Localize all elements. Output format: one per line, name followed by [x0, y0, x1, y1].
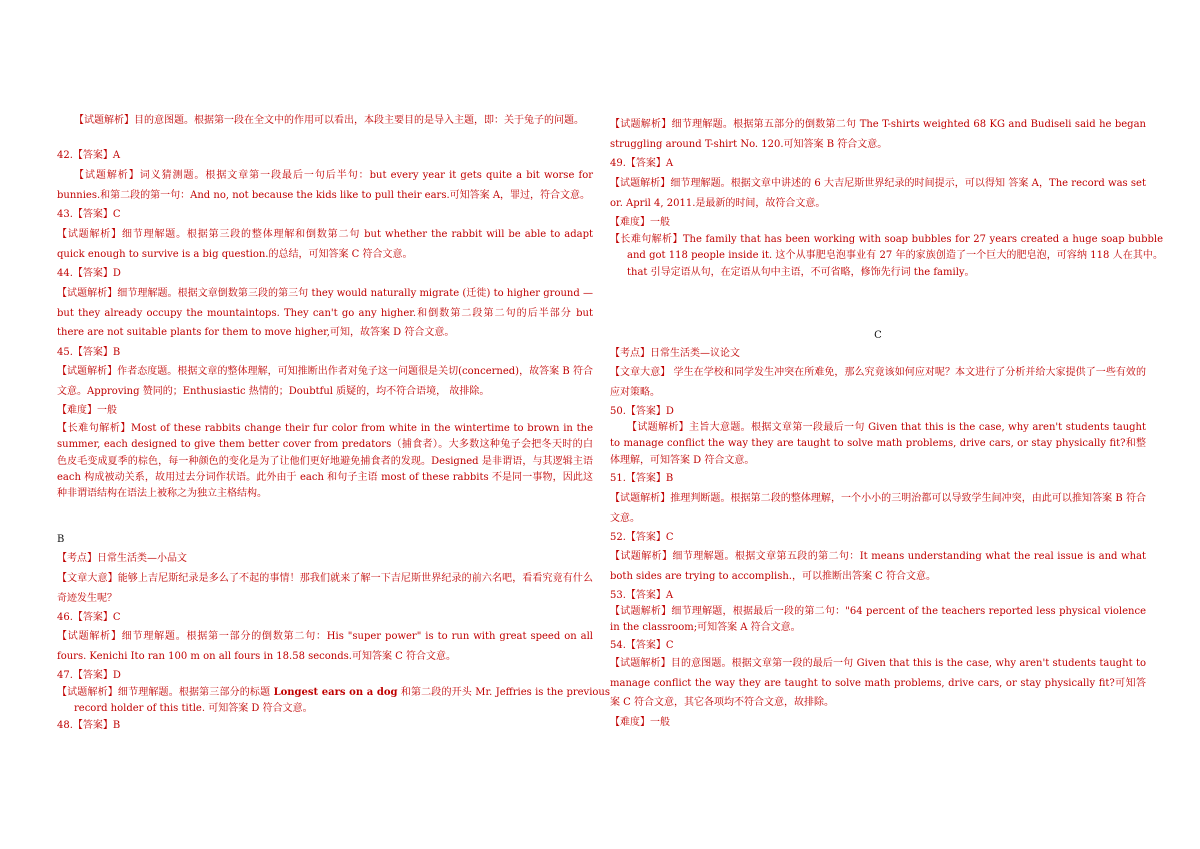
explanation-47-part1: 【试题解析】细节理解题。根据第三部分的标题	[57, 687, 274, 698]
explanation-50: 【试题解析】主旨大意题。根据文章第一段最后一句 Given that this is the case, why aren't students taught to manage conflict the way they are taught to solve math problems, drive cars, or stay physically fit?和整体理解，可知答案 D 符合文意。	[610, 422, 1146, 466]
answer-47: 47.【答案】D	[57, 670, 121, 681]
explanation-52: 【试题解析】细节理解题。根据文章第五段的第二句：It means understanding what the real issue is and what both sides are trying to accomplish.，可以推断出答案 C 符合文意。	[610, 551, 1146, 582]
topic-label: 【考点】日常生活类—小品文	[57, 553, 187, 564]
answer-54: 54.【答案】C	[610, 640, 674, 651]
explanation-46: 【试题解析】细节理解题。根据第一部分的倒数第二句：His "super power" is to run with great speed on all fours. Kenichi Ito ran 100 m on all fours in 18.58 seconds.可知答案 C 符合文意。	[57, 631, 593, 662]
long-sentence-analysis: 【长难句解析】Most of these rabbits change their fur color from white in the wintertime to brown in the summer, each designed to give them better cover from predators（捕食者）。大多数这种兔子会把冬天时的白色皮毛变成夏季的棕色，每一种颜色的变化是为了让他们更好地避免捕食者的发现。Designed 是非谓语，与其逻辑主语 each 构成被动关系，故用过去分词作状语。此外由于 each 和句子主语 most of these rabbits 不是同一事物，因此这种非谓语结构在语法上被称之为独立主格结构。	[57, 423, 593, 500]
answer-43: 43.【答案】C	[57, 209, 121, 220]
article-summary: 【文章大意】能够上吉尼斯纪录是多么了不起的事情！那我们就来了解一下吉尼斯世界纪录的前六名吧，看看究竟有什么奇迹发生呢？	[57, 573, 593, 604]
answer-51: 51.【答案】B	[610, 473, 674, 484]
explanation-47-part2: 和第二段的开头 Mr. Jeffries is the previous record holder of this title. 可知答案 D 符合文意。	[74, 687, 610, 715]
answer-45: 45.【答案】B	[57, 347, 121, 358]
explanation-53: 【试题解析】细节理解题，根据最后一段的第二句："64 percent of the teachers reported less physical violence in the classroom;可知答案 A 符合文意。	[610, 606, 1146, 634]
explanation-43: 【试题解析】细节理解题。根据第三段的整体理解和倒数第二句 but whether the rabbit will be able to adapt quick enough to survive is a big question.的总结，可知答案 C 符合文意。	[57, 229, 593, 260]
bold-title-longest-ears: Longest ears on a dog	[273, 687, 398, 698]
article-summary-2: 【文章大意】 学生在学校和同学发生冲突在所难免，那么究竟该如何应对呢？本文进行了分析并给大家提供了一些有效的应对策略。	[610, 367, 1146, 398]
difficulty-label-2: 【难度】一般	[610, 217, 670, 228]
topic-label-2: 【考点】日常生活类—议论文	[610, 348, 740, 359]
answer-53: 53.【答案】A	[610, 590, 674, 601]
answer-44: 44.【答案】D	[57, 268, 121, 279]
explanation-41: 【试题解析】目的意图题。根据第一段在全文中的作用可以看出，本段主要目的是导入主题，即：关于兔子的问题。	[74, 115, 584, 126]
explanation-51: 【试题解析】推理判断题。根据第二段的整体理解，一个小小的三明治都可以导致学生间冲突，由此可以推知答案 B 符合文意。	[610, 493, 1146, 524]
explanation-45: 【试题解析】作者态度题。根据文章的整体理解，可知推断出作者对兔子这一问题很是关切(concerned)，故答案 B 符合文意。Approving 赞同的；Enthusiastic 热情的；Doubtful 质疑的，均不符合语境， 故排除。	[57, 366, 593, 397]
explanation-47	[57, 685, 610, 718]
explanation-42: 【试题解析】词义猜测题。根据文章第一段最后一句后半句：but every year it gets quite a bit worse for bunnies.和第二段的第一句：And no, not because the kids like to pull their ears.可知答案 A，罪过，符合文意。	[57, 170, 593, 201]
answer-52: 52.【答案】C	[610, 532, 674, 543]
answer-46: 46.【答案】C	[57, 612, 121, 623]
answer-49: 49.【答案】A	[610, 158, 674, 169]
explanation-44: 【试题解析】细节理解题。根据文章倒数第三段的第三句 they would naturally migrate (迁徙) to higher ground — but they already occupy the mountaintops. They can't go any higher.和倒数第二段第二句的后半部分 but there are not suitable plants for them to move higher,可知，故答案 D 符合文意。	[57, 288, 593, 338]
difficulty-label: 【难度】一般	[57, 405, 117, 416]
difficulty-label-3: 【难度】一般	[610, 717, 670, 728]
answer-42: 42.【答案】A	[57, 150, 121, 161]
section-heading-b: B	[57, 534, 65, 545]
explanation-49: 【试题解析】细节理解题。根据文章中讲述的 6 大吉尼斯世界纪录的时间提示，可以得知 答案 A，The record was set or. April 4, 2011.是最新的时间，故符合文意。	[610, 178, 1146, 209]
long-sentence-analysis-2: 【长难句解析】The family that has been working with soap bubbles for 27 years created a huge soap bubble and got 118 people inside it. 这个从事肥皂泡事业有 27 年的家族创造了一个巨大的肥皂泡，可容纳 118 人在其中。that 引导定语从句，在定语从句中主语，不可省略，修饰先行词 the family。	[610, 234, 1163, 278]
answer-50: 50.【答案】D	[610, 406, 674, 417]
explanation-48: 【试题解析】细节理解题。根据第五部分的倒数第二句 The T-shirts weighted 68 KG and Budiseli said he began struggling around T-shirt No. 120.可知答案 B 符合文意。	[610, 119, 1146, 150]
answer-48: 48.【答案】B	[57, 720, 121, 731]
section-heading-c: C	[874, 330, 882, 341]
explanation-54: 【试题解析】目的意图题。根据文章第一段的最后一句 Given that this is the case, why aren't students taught to manage conflict the way they are taught to solve math problems, drive cars, or stay physically fit?可知答案 C 符合文意，其它各项均不符合文意，故排除。	[610, 658, 1146, 708]
